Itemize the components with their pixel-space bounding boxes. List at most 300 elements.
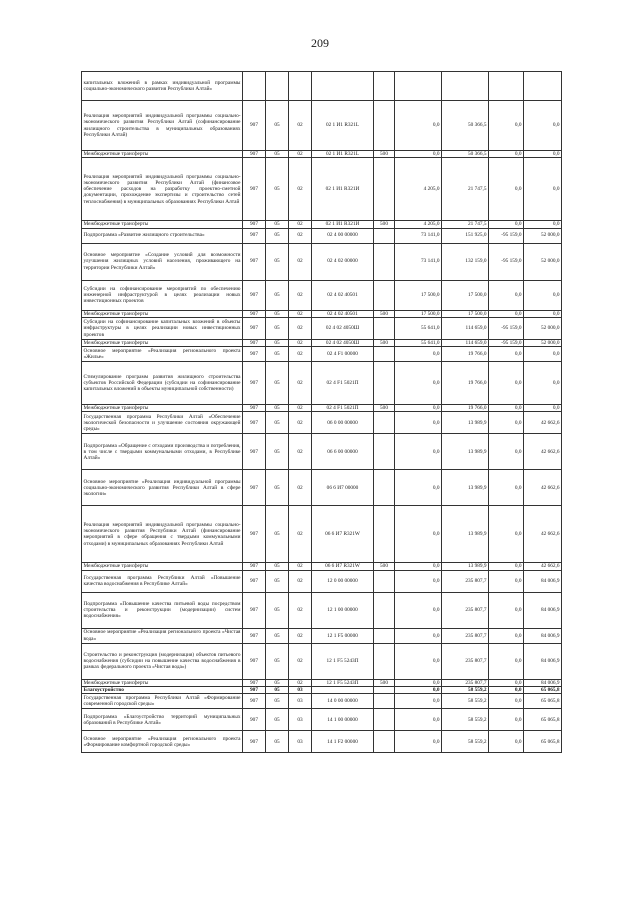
subsection-code: 02 — [289, 643, 312, 679]
target-article-code: 06 6 00 00000 — [312, 434, 374, 470]
target-article-code: 02 4 F1 5021П — [312, 362, 374, 405]
grbs-code: 907 — [243, 687, 266, 694]
subsection-code: 03 — [289, 709, 312, 731]
table-row — [82, 570, 562, 592]
target-article-code: 12 1 F5 5243П — [312, 679, 374, 686]
amount-2: 19 766,0 — [442, 362, 489, 405]
amount-4: 0,0 — [524, 362, 562, 405]
row-name: капитальных вложений в рамках индивидуальной программы социально-экономического развития Республики Алтай» — [82, 72, 243, 101]
section-code: 05 — [266, 243, 289, 280]
target-article-code: 12 1 F5 00000 — [312, 628, 374, 643]
target-article-code: 14 1 00 00000 — [312, 709, 374, 731]
section-code: 05 — [266, 101, 289, 151]
grbs-code: 907 — [243, 158, 266, 221]
target-article-code: 12 0 00 00000 — [312, 570, 374, 592]
amount-2: 58 559,2 — [442, 709, 489, 731]
section-code: 05 — [266, 317, 289, 339]
target-article-code: 12 1 F5 5243П — [312, 643, 374, 679]
amount-4: 52 000,0 — [524, 339, 562, 346]
grbs-code: 907 — [243, 151, 266, 158]
table-row — [82, 731, 562, 753]
amount-2: 13 989,9 — [442, 412, 489, 434]
expense-type-code — [374, 694, 395, 709]
amount-1: 0,0 — [395, 709, 442, 731]
subsection-code: 02 — [289, 628, 312, 643]
amount-3: -95 159,0 — [489, 317, 524, 339]
expense-type-code — [374, 731, 395, 753]
amount-1: 0,0 — [395, 470, 442, 506]
row-name: Реализация мероприятий индивидуальной программы социально-экономического развития Республики Алтай (софинансирование жилищного строительства в муниципальных образованиях Республики Алтай) — [82, 101, 243, 151]
amount-4: 84 006,9 — [524, 628, 562, 643]
amount-2: 235 807,7 — [442, 628, 489, 643]
expense-type-code: 500 — [374, 563, 395, 570]
grbs-code: 907 — [243, 694, 266, 709]
amount-2: 17 500,0 — [442, 280, 489, 310]
amount-1: 0,0 — [395, 643, 442, 679]
row-name: Межбюджетные трансферты — [82, 339, 243, 346]
target-article-code: 02 4 02 40501 — [312, 280, 374, 310]
expense-type-code — [374, 412, 395, 434]
subsection-code: 02 — [289, 151, 312, 158]
subsection-code: 02 — [289, 570, 312, 592]
amount-3: -95 159,0 — [489, 339, 524, 346]
amount-4: 52 000,0 — [524, 317, 562, 339]
target-article-code: 12 1 00 00000 — [312, 592, 374, 628]
amount-3: 0,0 — [489, 687, 524, 694]
expense-type-code — [374, 158, 395, 221]
row-name: Межбюджетные трансферты — [82, 310, 243, 317]
expense-type-code — [374, 228, 395, 243]
amount-4: 42 662,6 — [524, 412, 562, 434]
section-code: 05 — [266, 687, 289, 694]
target-article-code: 14 1 F2 00000 — [312, 731, 374, 753]
grbs-code: 907 — [243, 434, 266, 470]
grbs-code: 907 — [243, 221, 266, 228]
subsection-code: 02 — [289, 158, 312, 221]
amount-2: 21 747,5 — [442, 221, 489, 228]
table-row — [82, 158, 562, 221]
amount-1: 0,0 — [395, 563, 442, 570]
table-row — [82, 694, 562, 709]
section-code: 05 — [266, 280, 289, 310]
row-name: Основное мероприятие «Реализация регионального проекта «Формирование комфортной городской среды» — [82, 731, 243, 753]
subsection-code: 02 — [289, 228, 312, 243]
expense-type-code — [374, 243, 395, 280]
row-name: Межбюджетные трансферты — [82, 151, 243, 158]
subsection-code: 02 — [289, 347, 312, 362]
amount-1: 0,0 — [395, 101, 442, 151]
row-name: Строительство и реконструкция (модернизация) объектов питьевого водоснабжения (субсидии на повышение качества водоснабжения в рамках федерального проекта «Чистая вода») — [82, 643, 243, 679]
expense-type-code — [374, 101, 395, 151]
row-name: Реализация мероприятий индивидуальной программы социально-экономического развития Республики Алтай (финансирование мероприятий в сфере обращения с твердыми коммунальными отходами) в муниципальных образованиях Республики Алтай — [82, 506, 243, 563]
section-code: 05 — [266, 151, 289, 158]
row-name: Подпрограмма «Повышение качества питьевой воды посредством строительства и реконструкции (модернизации) систем водоснабжения» — [82, 592, 243, 628]
section-code: 05 — [266, 158, 289, 221]
target-article-code — [312, 687, 374, 694]
amount-4: 84 006,9 — [524, 643, 562, 679]
amount-2: 13 989,9 — [442, 434, 489, 470]
expense-type-code — [374, 592, 395, 628]
amount-2: 235 807,7 — [442, 570, 489, 592]
grbs-code: 907 — [243, 592, 266, 628]
target-article-code: 02 4 F1 00000 — [312, 347, 374, 362]
row-name: Основное мероприятие «Реализация индивидуальной программы социально-экономического развития Республики Алтай в сфере экологии» — [82, 470, 243, 506]
amount-1 — [395, 72, 442, 101]
section-code: 05 — [266, 694, 289, 709]
amount-1: 0,0 — [395, 434, 442, 470]
amount-1: 0,0 — [395, 628, 442, 643]
grbs-code: 907 — [243, 317, 266, 339]
amount-1: 0,0 — [395, 151, 442, 158]
amount-4: 0,0 — [524, 310, 562, 317]
amount-1: 0,0 — [395, 570, 442, 592]
table-row — [82, 310, 562, 317]
amount-2: 13 989,9 — [442, 506, 489, 563]
section-code: 05 — [266, 310, 289, 317]
amount-2: 235 807,7 — [442, 679, 489, 686]
section-code: 05 — [266, 709, 289, 731]
subsection-code: 02 — [289, 101, 312, 151]
amount-2: 50 366,5 — [442, 101, 489, 151]
amount-3: 0,0 — [489, 434, 524, 470]
amount-2: 58 559,2 — [442, 687, 489, 694]
grbs-code: 907 — [243, 339, 266, 346]
amount-1: 55 641,0 — [395, 339, 442, 346]
amount-3: 0,0 — [489, 592, 524, 628]
amount-1: 0,0 — [395, 731, 442, 753]
subsection-code: 03 — [289, 694, 312, 709]
amount-3: 0,0 — [489, 570, 524, 592]
amount-4: 0,0 — [524, 221, 562, 228]
subsection-code — [289, 72, 312, 101]
amount-1: 17 500,0 — [395, 310, 442, 317]
target-article-code: 06 0 00 00000 — [312, 412, 374, 434]
table-row — [82, 72, 562, 101]
target-article-code: 02 4 02 00000 — [312, 243, 374, 280]
grbs-code: 907 — [243, 101, 266, 151]
amount-3: 0,0 — [489, 158, 524, 221]
amount-2 — [442, 72, 489, 101]
amount-3: 0,0 — [489, 709, 524, 731]
amount-1: 4 205,0 — [395, 221, 442, 228]
table-row — [82, 280, 562, 310]
grbs-code: 907 — [243, 347, 266, 362]
amount-3: 0,0 — [489, 151, 524, 158]
amount-3: 0,0 — [489, 221, 524, 228]
subsection-code: 02 — [289, 592, 312, 628]
amount-4: 42 662,6 — [524, 434, 562, 470]
amount-4: 0,0 — [524, 280, 562, 310]
section-code: 05 — [266, 506, 289, 563]
grbs-code — [243, 72, 266, 101]
amount-2: 132 159,0 — [442, 243, 489, 280]
expense-type-code — [374, 317, 395, 339]
expense-type-code: 500 — [374, 679, 395, 686]
row-name: Основное мероприятие «Реализация регионального проекта «Жилье» — [83, 347, 241, 361]
row-name: Государственная программа Республики Алтай «Формирование современной городской среды» — [83, 695, 241, 708]
table-row — [82, 412, 562, 434]
amount-1: 0,0 — [395, 405, 442, 412]
amount-3: -95 159,0 — [489, 243, 524, 280]
subsection-code: 02 — [289, 679, 312, 686]
amount-3: -95 159,0 — [489, 228, 524, 243]
amount-3: 0,0 — [489, 347, 524, 362]
row-name: Субсидии на софинансирование мероприятий по обеспечению инженерной инфраструктурой в целях реализации новых инвестиционных проектов — [82, 280, 243, 310]
amount-2: 235 807,7 — [442, 643, 489, 679]
table-row — [82, 339, 562, 346]
amount-1: 0,0 — [395, 679, 442, 686]
grbs-code: 907 — [243, 570, 266, 592]
amount-3: 0,0 — [489, 679, 524, 686]
subsection-code: 02 — [289, 434, 312, 470]
amount-2: 151 925,0 — [442, 228, 489, 243]
subsection-code: 02 — [289, 310, 312, 317]
grbs-code: 907 — [243, 709, 266, 731]
row-name: Основное мероприятие «Создание условий для возможности улучшения жилищных условий населения, проживающего на территории Республики Алтай» — [82, 243, 243, 280]
target-article-code: 02 4 02 4050Ш — [312, 339, 374, 346]
budget-table — [81, 71, 562, 753]
subsection-code: 03 — [289, 731, 312, 753]
grbs-code: 907 — [243, 628, 266, 643]
row-name: Государственная программа Республики Алтай «Обеспечение экологической безопасности и улучшение состояния окружающей среды» — [83, 413, 241, 433]
amount-2: 58 559,2 — [442, 694, 489, 709]
row-name: Межбюджетные трансферты — [82, 221, 243, 228]
row-name: Стимулирование программ развития жилищного строительства субъектов Российской Федерации (субсидии на софинансирование капитальных вложений в объекты муниципальной собственности) — [82, 362, 243, 405]
expense-type-code — [374, 628, 395, 643]
amount-1: 0,0 — [395, 506, 442, 563]
expense-type-code — [374, 362, 395, 405]
grbs-code: 907 — [243, 679, 266, 686]
amount-4: 0,0 — [524, 101, 562, 151]
grbs-code: 907 — [243, 643, 266, 679]
table-row — [82, 687, 562, 694]
expense-type-code: 500 — [374, 339, 395, 346]
target-article-code: 06 6 И7 R321W — [312, 506, 374, 563]
table-row — [82, 679, 562, 686]
amount-2: 58 559,2 — [442, 731, 489, 753]
row-name: Подпрограмма «Развитие жилищного строительства» — [82, 228, 243, 243]
amount-4: 65 065,8 — [524, 731, 562, 753]
table-row — [82, 101, 562, 151]
amount-3: 0,0 — [489, 405, 524, 412]
table-row — [82, 470, 562, 506]
amount-4: 84 006,9 — [524, 592, 562, 628]
section-code: 05 — [266, 405, 289, 412]
subsection-code: 02 — [289, 317, 312, 339]
table-row — [82, 643, 562, 679]
expense-type-code — [374, 506, 395, 563]
subsection-code: 02 — [289, 506, 312, 563]
amount-3: 0,0 — [489, 628, 524, 643]
grbs-code: 907 — [243, 470, 266, 506]
table-row — [82, 221, 562, 228]
amount-4: 65 065,8 — [524, 709, 562, 731]
expense-type-code — [374, 709, 395, 731]
amount-3: 0,0 — [489, 310, 524, 317]
row-name: Межбюджетные трансферты — [82, 405, 243, 412]
amount-4: 0,0 — [524, 151, 562, 158]
section-code: 05 — [266, 339, 289, 346]
amount-3: 0,0 — [489, 563, 524, 570]
section-code: 05 — [266, 643, 289, 679]
row-name: Благоустройство — [82, 687, 243, 694]
target-article-code: 02 1 И1 R321L — [312, 101, 374, 151]
expense-type-code: 500 — [374, 221, 395, 228]
amount-3: 0,0 — [489, 412, 524, 434]
amount-1: 0,0 — [395, 362, 442, 405]
amount-4: 84 006,9 — [524, 679, 562, 686]
amount-1: 0,0 — [395, 694, 442, 709]
amount-2: 50 366,5 — [442, 151, 489, 158]
row-name: Подпрограмма «Благоустройство территорий муниципальных образований в Республике Алтай» — [82, 709, 243, 731]
amount-3: 0,0 — [489, 470, 524, 506]
amount-3: 0,0 — [489, 731, 524, 753]
row-name: Подпрограмма «Обращение с отходами производства и потребления, в том числе с твердыми коммунальными отходами, в Республике Алтай» — [82, 434, 243, 470]
amount-4: 0,0 — [524, 347, 562, 362]
grbs-code: 907 — [243, 243, 266, 280]
amount-3: 0,0 — [489, 506, 524, 563]
amount-2: 13 989,9 — [442, 563, 489, 570]
row-name: Государственная программа Республики Алтай «Повышение качества водоснабжения в Республике Алтай» — [82, 570, 243, 592]
table-row — [82, 709, 562, 731]
amount-4 — [524, 72, 562, 101]
amount-3: 0,0 — [489, 101, 524, 151]
amount-2: 17 500,0 — [442, 310, 489, 317]
amount-2: 21 747,5 — [442, 158, 489, 221]
row-name: Межбюджетные трансферты — [82, 679, 243, 686]
table-row — [82, 151, 562, 158]
table-row — [82, 228, 562, 243]
subsection-code: 02 — [289, 405, 312, 412]
amount-4: 52 000,0 — [524, 228, 562, 243]
expense-type-code — [374, 280, 395, 310]
subsection-code: 02 — [289, 470, 312, 506]
expense-type-code — [374, 643, 395, 679]
subsection-code: 02 — [289, 563, 312, 570]
amount-4: 52 000,0 — [524, 243, 562, 280]
table-body — [82, 72, 562, 753]
grbs-code: 907 — [243, 506, 266, 563]
amount-2: 19 766,0 — [442, 347, 489, 362]
target-article-code: 02 4 F1 5021П — [312, 405, 374, 412]
grbs-code: 907 — [243, 228, 266, 243]
amount-3: 0,0 — [489, 362, 524, 405]
page-number: 209 — [311, 36, 329, 50]
amount-2: 114 659,0 — [442, 317, 489, 339]
table-row — [82, 347, 562, 362]
amount-4: 84 006,9 — [524, 570, 562, 592]
target-article-code: 02 1 И1 R321И — [312, 221, 374, 228]
subsection-code: 02 — [289, 280, 312, 310]
amount-4: 0,0 — [524, 158, 562, 221]
amount-4: 65 065,8 — [524, 694, 562, 709]
section-code: 05 — [266, 434, 289, 470]
row-name: Межбюджетные трансферты — [82, 563, 243, 570]
target-article-code: 02 1 И1 R321L — [312, 151, 374, 158]
amount-1: 0,0 — [395, 592, 442, 628]
expense-type-code: 500 — [374, 151, 395, 158]
amount-4: 0,0 — [524, 405, 562, 412]
table-row — [82, 506, 562, 563]
expense-type-code: 500 — [374, 405, 395, 412]
target-article-code — [312, 72, 374, 101]
table-row — [82, 362, 562, 405]
row-name: Реализация мероприятий индивидуальной программы социально-экономического развития Республики Алтай (финансовое обеспечение расходов на разработку проектно-сметной документации, прохождение экспертизы и строительство сетей теплоснабжения) в муниципальных образованиях Республики Алтай — [82, 158, 243, 221]
expense-type-code: 500 — [374, 310, 395, 317]
grbs-code: 907 — [243, 280, 266, 310]
section-code — [266, 72, 289, 101]
expense-type-code — [374, 570, 395, 592]
section-code: 05 — [266, 628, 289, 643]
table-row — [82, 592, 562, 628]
amount-4: 42 662,6 — [524, 506, 562, 563]
table-row — [82, 563, 562, 570]
grbs-code: 907 — [243, 412, 266, 434]
amount-1: 0,0 — [395, 687, 442, 694]
table-row — [82, 628, 562, 643]
subsection-code: 02 — [289, 243, 312, 280]
section-code: 05 — [266, 412, 289, 434]
amount-4: 42 662,6 — [524, 470, 562, 506]
section-code: 05 — [266, 221, 289, 228]
expense-type-code — [374, 347, 395, 362]
table-row — [82, 434, 562, 470]
amount-3 — [489, 72, 524, 101]
target-article-code: 06 6 И7 00000 — [312, 470, 374, 506]
target-article-code: 06 6 И7 R321W — [312, 563, 374, 570]
amount-1: 0,0 — [395, 347, 442, 362]
row-name: Основное мероприятие «Реализация регионального проекта «Чистая вода» — [83, 629, 241, 642]
amount-1: 4 205,0 — [395, 158, 442, 221]
subsection-code: 02 — [289, 362, 312, 405]
subsection-code: 02 — [289, 412, 312, 434]
grbs-code: 907 — [243, 731, 266, 753]
table-row — [82, 317, 562, 339]
grbs-code: 907 — [243, 310, 266, 317]
amount-2: 13 989,9 — [442, 470, 489, 506]
expense-type-code — [374, 470, 395, 506]
amount-2: 19 766,0 — [442, 405, 489, 412]
grbs-code: 907 — [243, 405, 266, 412]
row-name: Субсидии на софинансирование капитальных вложений в объекты инфраструктуры в целях реализации новых инвестиционных проектов — [83, 318, 241, 338]
expense-type-code — [374, 72, 395, 101]
section-code: 05 — [266, 470, 289, 506]
target-article-code: 02 4 02 4050Ш — [312, 317, 374, 339]
table-row — [82, 405, 562, 412]
amount-3: 0,0 — [489, 280, 524, 310]
grbs-code: 907 — [243, 362, 266, 405]
section-code: 05 — [266, 570, 289, 592]
amount-3: 0,0 — [489, 694, 524, 709]
section-code: 05 — [266, 228, 289, 243]
amount-2: 235 807,7 — [442, 592, 489, 628]
section-code: 05 — [266, 362, 289, 405]
target-article-code: 02 4 02 40501 — [312, 310, 374, 317]
amount-3: 0,0 — [489, 643, 524, 679]
target-article-code: 02 4 00 00000 — [312, 228, 374, 243]
table-row — [82, 243, 562, 280]
subsection-code: 02 — [289, 339, 312, 346]
amount-1: 73 141,0 — [395, 228, 442, 243]
section-code: 05 — [266, 731, 289, 753]
target-article-code: 14 0 00 00000 — [312, 694, 374, 709]
amount-1: 73 141,0 — [395, 243, 442, 280]
amount-2: 114 659,0 — [442, 339, 489, 346]
expense-type-code — [374, 434, 395, 470]
section-code: 05 — [266, 592, 289, 628]
amount-1: 0,0 — [395, 412, 442, 434]
section-code: 05 — [266, 563, 289, 570]
